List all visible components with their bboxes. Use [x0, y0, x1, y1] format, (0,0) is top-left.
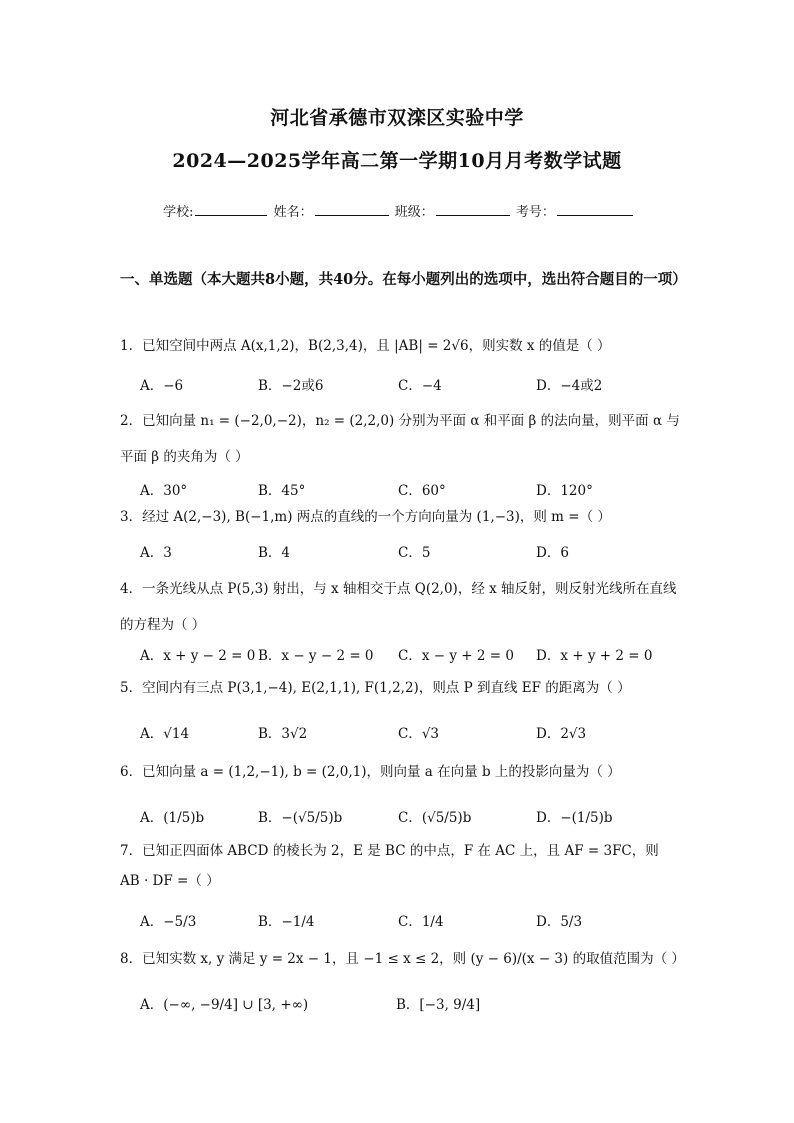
school-title: 河北省承德市双滦区实验中学 — [270, 107, 524, 129]
option-b: B．4 — [258, 545, 291, 561]
option-d: D．x + y + 2 = 0 — [536, 648, 653, 664]
option-a: A．(−∞, −9/4] ∪ [3, +∞) — [140, 997, 309, 1013]
option-d: D．−(1/5)b — [536, 810, 613, 826]
option-d: D．6 — [536, 545, 569, 561]
question-3-stem: 3．经过 A(2,−3), B(−1,m) 两点的直线的一个方向向量为 (1,−3)，则 m =（ ） — [120, 509, 611, 525]
class-field-label: 班级： — [394, 205, 434, 220]
option-a: A．x + y − 2 = 0 — [140, 648, 256, 664]
school-field-label: 学校: — [163, 205, 194, 220]
option-b: B．[−3, 9/4] — [396, 997, 481, 1013]
school-blank[interactable] — [195, 203, 267, 216]
id-field-label: 考号： — [515, 205, 555, 220]
option-d: D．120° — [536, 483, 593, 499]
class-blank[interactable] — [436, 203, 510, 216]
question-8-stem: 8．已知实数 x, y 满足 y = 2x − 1，且 −1 ≤ x ≤ 2，则 (y − 6)/(x − 3) 的取值范围为（ ） — [120, 951, 685, 967]
option-b: B．−1/4 — [258, 914, 315, 930]
option-b: B．−(√5/5)b — [258, 810, 343, 826]
option-d: D．5/3 — [536, 914, 583, 930]
option-b: B．3√2 — [258, 726, 308, 742]
option-b: B．x − y − 2 = 0 — [258, 648, 374, 664]
name-blank[interactable] — [315, 203, 389, 216]
option-a: A．30° — [140, 483, 188, 499]
option-a: A．(1/5)b — [140, 810, 205, 826]
option-a: A．√14 — [140, 726, 190, 742]
option-c: C．x − y + 2 = 0 — [398, 648, 514, 664]
student-info-line — [0, 201, 794, 220]
name-field-label: 姓名： — [273, 205, 313, 220]
option-c: C．5 — [398, 545, 431, 561]
question-7-stem: 7．已知正四面体 ABCD 的棱长为 2，E 是 BC 的中点，F 在 AC 上，且 AF = 3FC，则 AB · DF =（ ） — [120, 843, 659, 889]
question-2-stem: 2．已知向量 n₁ = (−2,0,−2)，n₂ = (2,2,0) 分别为平面 α 和平面 β 的法向量，则平面 α 与平面 β 的夹角为（ ） — [120, 413, 680, 465]
question-4-stem: 4．一条光线从点 P(5,3) 射出，与 x 轴相交于点 Q(2,0)，经 x 轴反射，则反射光线所在直线的方程为（ ） — [120, 581, 677, 633]
option-d: D．−4或2 — [536, 378, 603, 394]
option-b: B．45° — [258, 483, 306, 499]
option-a: A．3 — [140, 545, 172, 561]
option-b: B．−2或6 — [258, 378, 324, 394]
option-a: A．−5/3 — [140, 914, 197, 930]
option-c: C．60° — [398, 483, 446, 499]
question-6-stem: 6．已知向量 a = (1,2,−1), b = (2,0,1)，则向量 a 在向量 b 上的投影向量为（ ） — [120, 764, 621, 780]
question-1-stem: 1．已知空间中两点 A(x,1,2)，B(2,3,4)，且 |AB| = 2√6，则实数 x 的值是（ ） — [120, 338, 611, 354]
option-c: C．−4 — [398, 378, 442, 394]
option-a: A．−6 — [140, 378, 184, 394]
option-c: C．(√5/5)b — [398, 810, 472, 826]
question-5-stem: 5．空间内有三点 P(3,1,−4), E(2,1,1), F(1,2,2)，则点 P 到直线 EF 的距离为（ ） — [120, 680, 631, 696]
id-blank[interactable] — [557, 203, 633, 216]
exam-title: 2024—2025学年高二第一学期10月月考数学试题 — [172, 150, 622, 172]
option-d: D．2√3 — [536, 726, 587, 742]
option-c: C．1/4 — [398, 914, 444, 930]
section-heading: 一、单选题（本大题共8小题，共40分。在每小题列出的选项中，选出符合题目的一项） — [120, 271, 687, 288]
option-c: C．√3 — [398, 726, 440, 742]
